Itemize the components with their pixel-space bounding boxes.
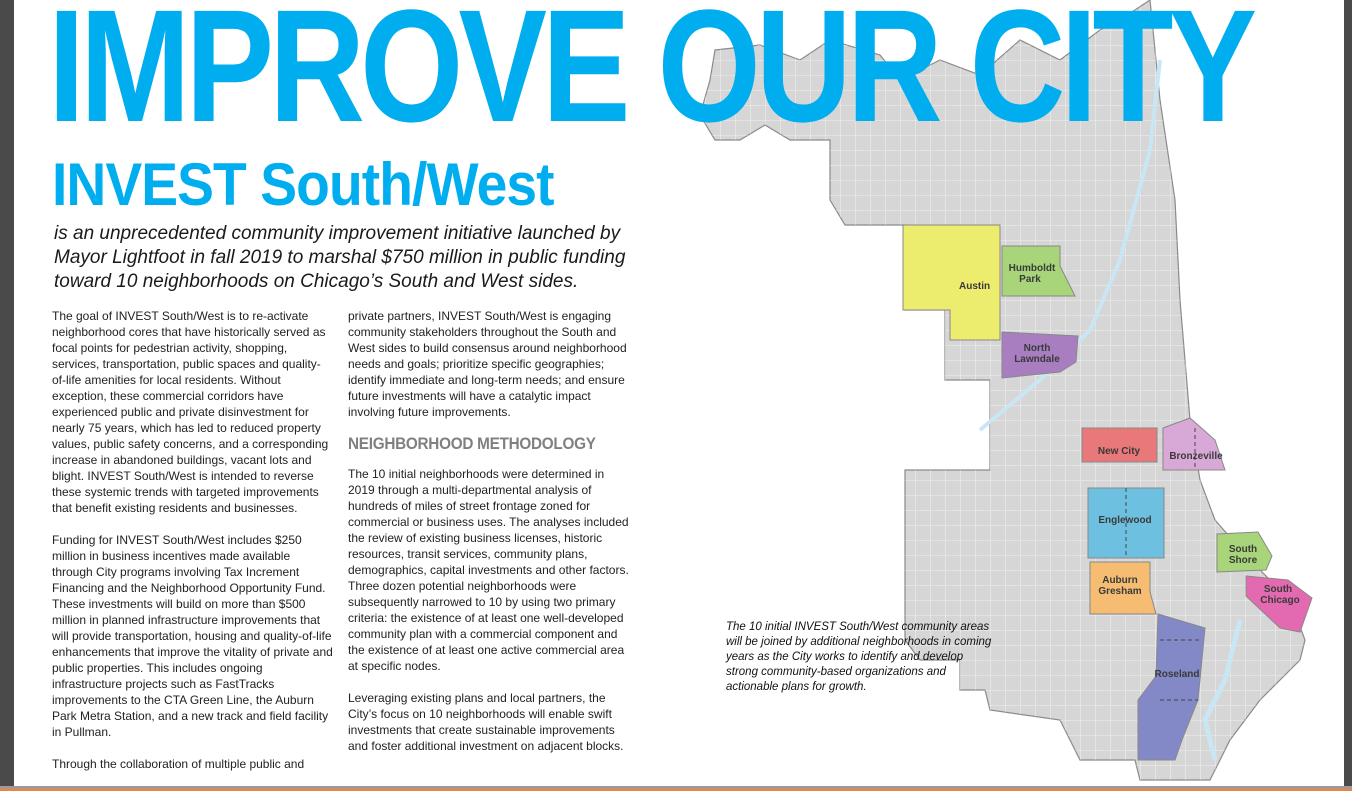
page-edge-right xyxy=(1344,0,1352,791)
label-humboldt-park: Humboldt Park xyxy=(1008,263,1056,285)
section-heading: NEIGHBORHOOD METHODOLOGY xyxy=(348,434,596,453)
label-new-city: New City xyxy=(1097,446,1141,457)
label-south-shore: South Shore xyxy=(1228,544,1258,566)
page-headline: IMPROVE OUR CITY xyxy=(48,0,1253,155)
paragraph: Leveraging existing plans and local partners, the City’s focus on 10 neighborhoods will enable swift investments that create sustainable improvements and foster additional investment on adjacent blocks. xyxy=(348,691,624,753)
paragraph: Through the collaboration of multiple public and xyxy=(52,757,305,771)
text-column-2 xyxy=(348,308,634,770)
page-edge-left xyxy=(0,0,14,791)
label-north-lawndale: North Lawndale xyxy=(1014,343,1060,365)
paragraph: private partners, INVEST South/West is engaging community stakeholders throughout the South and West sides to build consensus around neighborhood needs and goals; prioritize specific geographies; identify immediate and long-term needs; and ensure future investments will have a catalytic impact involving future improvements. xyxy=(348,309,627,419)
text-column-1 xyxy=(52,308,334,788)
map-caption: The 10 initial INVEST South/West community areas will be joined by additional neighborhoods in coming years as the City works to identify and develop strong community-based organizations and actionable plans for growth. xyxy=(726,621,992,693)
label-roseland: Roseland xyxy=(1154,669,1200,680)
intro-lede: is an unprecedented community improvement initiative launched by Mayor Lightfoot in fall 2019 to marshal $750 million in public funding toward 10 neighborhoods on Chicago’s South and West sides. xyxy=(54,223,626,292)
paragraph: Funding for INVEST South/West includes $250 million in business incentives made available through City programs involving Tax Increment Financing and the Neighborhood Opportunity Fund. These investments will build on more than $500 million in planned infrastructure improvements that will provide transportation, housing and quality-of-life enhancements that improve the vitality of private and public properties. This includes ongoing infrastructure projects such as FastTracks improvements to the CTA Green Line, the Auburn Park Metra Station, and a new track and field facility in Pullman. xyxy=(52,533,333,739)
label-austin: Austin xyxy=(959,281,991,292)
program-title: INVEST South/West xyxy=(52,151,554,218)
label-bronzeville: Bronzeville xyxy=(1169,451,1223,462)
paragraph: The 10 initial neighborhoods were determined in 2019 through a multi-departmental analysis of hundreds of miles of street frontage zoned for commercial or business uses. The analyses included the review of existing business licenses, historic resources, transit services, community plans, demographics, capital investments and other factors. Three dozen potential neighborhoods were subsequently narrowed to 10 by using two primary criteria: the existence of at least one well-developed community plan with a commercial component and the existence of at least one active commercial area at specific nodes. xyxy=(348,467,629,673)
label-auburn-gresham: Auburn Gresham xyxy=(1098,575,1142,597)
label-south-chicago: South Chicago xyxy=(1260,584,1300,606)
paragraph: The goal of INVEST South/West is to re-activate neighborhood cores that have historically served as focal points for pedestrian activity, shopping, services, transportation, public spaces and quality-of-life amenities for local residents. Without exception, these commercial corridors have experienced public and private disinvestment for nearly 75 years, which has led to reduced property values, public safety concerns, and a corresponding increase in abandoned buildings, vacant lots and blight. INVEST South/West is intended to reverse these systemic trends with targeted improvements that benefit existing residents and businesses. xyxy=(52,309,329,515)
label-englewood: Englewood xyxy=(1098,515,1152,526)
